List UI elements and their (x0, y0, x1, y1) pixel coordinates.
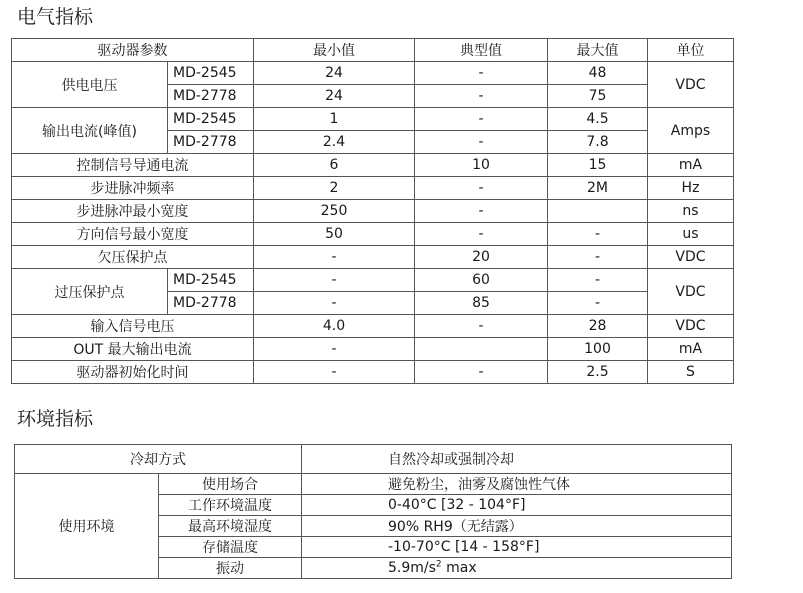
min-value: 4.0 (254, 315, 415, 338)
env-param-value: 0-40°C [32 - 104°F] (302, 495, 732, 516)
min-value: 24 (254, 62, 415, 85)
table-row (12, 108, 734, 131)
typ-value: 20 (415, 246, 548, 269)
unit-value: Hz (648, 177, 734, 200)
overvoltage-label: 过压保护点 (12, 269, 168, 315)
max-value: - (548, 292, 648, 315)
min-value: - (254, 269, 415, 292)
table-row (12, 154, 734, 177)
unit-value: S (648, 361, 734, 384)
vibration-value-exponent: 2 (435, 559, 442, 570)
typ-value: 85 (415, 292, 548, 315)
min-value: 50 (254, 223, 415, 246)
typ-value (415, 338, 548, 361)
max-value: 15 (548, 154, 648, 177)
electrical-spec-table (11, 38, 734, 384)
env-param-value: -10-70°C [14 - 158°F] (302, 537, 732, 558)
typ-value: - (415, 315, 548, 338)
max-value: - (548, 246, 648, 269)
param-label: 步进脉冲最小宽度 (12, 200, 254, 223)
output-current-label: 输出电流(峰值) (12, 108, 168, 154)
model-label: MD-2778 (168, 292, 254, 315)
max-value: 7.8 (548, 131, 648, 154)
environment-section-title: 环境指标 (17, 408, 94, 430)
model-label: MD-2778 (168, 85, 254, 108)
unit-value: VDC (648, 315, 734, 338)
table-row (12, 200, 734, 223)
typ-value: 10 (415, 154, 548, 177)
max-value: 28 (548, 315, 648, 338)
min-value: 1 (254, 108, 415, 131)
max-value: 2.5 (548, 361, 648, 384)
header-param: 驱动器参数 (12, 39, 254, 62)
table-row (12, 361, 734, 384)
cooling-value: 自然冷却或强制冷却 (302, 445, 732, 474)
vibration-label: 振动 (159, 558, 302, 579)
table-row (15, 474, 732, 495)
typ-value: - (415, 62, 548, 85)
unit-value: VDC (648, 269, 734, 315)
unit-value: VDC (648, 246, 734, 269)
max-value: 100 (548, 338, 648, 361)
vibration-value (302, 558, 732, 579)
header-max: 最大值 (548, 39, 648, 62)
min-value: 2 (254, 177, 415, 200)
env-param-value: 避免粉尘，油雾及腐蚀性气体 (302, 474, 732, 495)
min-value: 2.4 (254, 131, 415, 154)
unit-value: mA (648, 154, 734, 177)
unit-value: mA (648, 338, 734, 361)
env-param-label: 存储温度 (159, 537, 302, 558)
min-value: - (254, 292, 415, 315)
param-label: 控制信号导通电流 (12, 154, 254, 177)
supply-voltage-label: 供电电压 (12, 62, 168, 108)
header-unit: 单位 (648, 39, 734, 62)
usage-env-label: 使用环境 (15, 474, 159, 579)
unit-value: VDC (648, 62, 734, 108)
param-label: 方向信号最小宽度 (12, 223, 254, 246)
min-value: - (254, 361, 415, 384)
max-value: 48 (548, 62, 648, 85)
typ-value: - (415, 200, 548, 223)
header-min: 最小值 (254, 39, 415, 62)
unit-value: us (648, 223, 734, 246)
table-row (12, 246, 734, 269)
unit-value: ns (648, 200, 734, 223)
env-param-value: 90% RH9（无结露） (302, 516, 732, 537)
model-label: MD-2545 (168, 108, 254, 131)
param-label: 步进脉冲频率 (12, 177, 254, 200)
max-value: 4.5 (548, 108, 648, 131)
typ-value: - (415, 108, 548, 131)
typ-value: - (415, 177, 548, 200)
env-param-label: 使用场合 (159, 474, 302, 495)
typ-value: - (415, 85, 548, 108)
typ-value: - (415, 131, 548, 154)
min-value: - (254, 338, 415, 361)
env-param-label: 工作环境温度 (159, 495, 302, 516)
vibration-value-suffix: max (441, 560, 477, 576)
typ-value: 60 (415, 269, 548, 292)
table-row (12, 315, 734, 338)
header-typ: 典型值 (415, 39, 548, 62)
table-row (12, 62, 734, 85)
model-label: MD-2545 (168, 62, 254, 85)
typ-value: - (415, 361, 548, 384)
min-value: 250 (254, 200, 415, 223)
model-label: MD-2778 (168, 131, 254, 154)
max-value: 2M (548, 177, 648, 200)
max-value (548, 200, 648, 223)
typ-value: - (415, 223, 548, 246)
electrical-section-title: 电气指标 (17, 6, 94, 28)
param-label: 驱动器初始化时间 (12, 361, 254, 384)
max-value: 75 (548, 85, 648, 108)
max-value: - (548, 223, 648, 246)
environment-spec-table (14, 444, 732, 579)
max-value: - (548, 269, 648, 292)
cooling-label: 冷却方式 (15, 445, 302, 474)
table-row (12, 177, 734, 200)
table-header-row (12, 39, 734, 62)
param-label: 输入信号电压 (12, 315, 254, 338)
unit-value: Amps (648, 108, 734, 154)
env-param-label: 最高环境湿度 (159, 516, 302, 537)
table-row (12, 338, 734, 361)
param-label: 欠压保护点 (12, 246, 254, 269)
min-value: 24 (254, 85, 415, 108)
table-row (15, 445, 732, 474)
min-value: 6 (254, 154, 415, 177)
table-row (12, 223, 734, 246)
param-label: OUT 最大输出电流 (12, 338, 254, 361)
vibration-value-prefix: 5.9m/s (388, 560, 436, 576)
min-value: - (254, 246, 415, 269)
model-label: MD-2545 (168, 269, 254, 292)
table-row (12, 269, 734, 292)
